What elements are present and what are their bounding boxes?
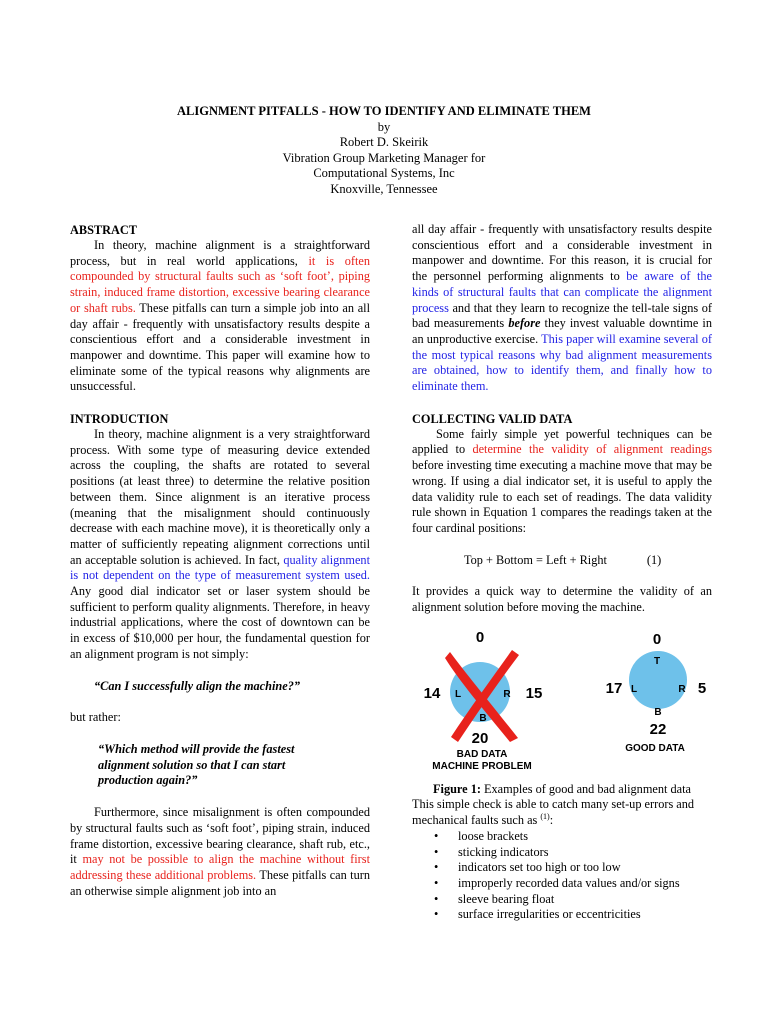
figure-1-caption [412, 782, 712, 798]
collecting-paragraph-1 [412, 427, 712, 537]
good-top-value: 0 [652, 630, 662, 648]
bad-left-letter: L [454, 688, 462, 700]
good-data-label: GOOD DATA [625, 742, 685, 754]
intro-text-4-cont: all day affair - frequently with unsatisfactory results despite conscientious effort and a considerable investment in manpower and downtime. For this reason, it is crucial for the personnel performing alignments to [412, 222, 712, 284]
intro-highlight-2: may not be possible to align the machine without first addressing these additional problems. [70, 852, 370, 882]
intro-heading: INTRODUCTION [70, 412, 169, 427]
intro-highlight-3: be aware of the kinds of structural faults that can complicate the alignment process [412, 269, 712, 315]
equation-1 [412, 553, 712, 569]
author-name: Robert D. Skeirik [339, 135, 429, 149]
author-position: Vibration Group Marketing Manager for [282, 150, 486, 165]
fault-list-item: • indicators set too high or too low [412, 860, 712, 876]
equation-text: Top + Bottom = Left + Right [464, 552, 607, 567]
good-left-value: 17 [605, 679, 623, 697]
machine-problem-label: MACHINE PROBLEM [432, 760, 532, 772]
intro-text-4: These pitfalls can turn an otherwise simple alignment job into an [70, 867, 370, 898]
abstract-text-1: In theory, machine alignment is a straightforward process, but in real world applications, [70, 238, 370, 268]
good-right-letter: R [678, 683, 686, 695]
figure-1 [412, 630, 712, 778]
intro-text-2: Any good dial indicator set or laser system should be sufficient to perform quality alignments. Therefore, in heavy industrial applications, where the cost of downtown can be in excess of $10,000 per hour, the fundamental question for an alignment program is not simply: [70, 584, 370, 661]
but-rather: but rather: [70, 710, 121, 725]
intro-paragraph-1 [70, 427, 370, 663]
good-top-letter: T [653, 655, 661, 667]
left-column [70, 222, 370, 899]
paper-header [0, 104, 768, 197]
intro-paragraph-2-continued [412, 222, 712, 395]
quote-1: “Can I successfully align the machine?” [94, 678, 300, 693]
fault-list-item: • improperly recorded data values and/or signs [412, 876, 712, 892]
abstract-heading: ABSTRACT [70, 223, 137, 237]
bad-right-letter: R [503, 688, 511, 700]
collecting-text-1: Some fairly simple yet powerful techniques can be applied to [412, 426, 712, 457]
right-column [412, 222, 712, 923]
check-colon: : [549, 813, 554, 828]
collecting-paragraph-2: It provides a quick way to determine the validity of an alignment solution before moving the machine. [412, 584, 712, 615]
abstract-highlight: it is often compounded by structural faults such as ‘soft foot’, piping strain, induced frame distortion, excessive bearing clearance or shaft rubs. [70, 253, 370, 315]
equation-number: (1) [646, 552, 662, 567]
collecting-highlight: determine the validity of alignment readings [472, 442, 712, 457]
intro-text-6: they invest valuable downtime in an unproductive exercise. [412, 316, 712, 346]
intro-highlight-1: quality alignment is not dependent on the type of measurement system used. [70, 552, 370, 583]
fault-list [412, 829, 712, 923]
bad-bottom-letter: B [479, 712, 487, 724]
intro-emphasis-before: before [508, 316, 541, 331]
bad-right-value: 15 [525, 684, 543, 702]
fault-list-item: • surface irregularities or eccentricities [412, 907, 712, 923]
author-location: Knoxville, Tennessee [330, 181, 438, 196]
intro-paragraph-2 [70, 805, 370, 899]
collecting-text-2: before investing time executing a machine move that may be wrong. If using a dial indicator set, it is useful to apply the data validity rule to each set of readings. The data validity rule shown in Equation 1 compares the readings taken at the four cardinal positions: [412, 458, 712, 535]
abstract-paragraph [70, 238, 370, 395]
figure-1-caption-text: Examples of good and bad alignment data [480, 781, 691, 796]
good-right-value: 5 [697, 679, 707, 697]
by-line: by [377, 119, 391, 134]
intro-text-5: and that they learn to recognize the tell-tale signs of bad measurements [412, 300, 712, 331]
author-company: Computational Systems, Inc [313, 166, 455, 180]
good-bottom-value: 22 [649, 720, 667, 738]
intro-text-3: Furthermore, since misalignment is often compounded by structural faults such as ‘soft foot’, piping strain, induced frame distortion, excessive bearing clearance, shaft rub, etc., it [70, 805, 370, 867]
bad-bottom-value: 20 [471, 729, 489, 747]
good-left-letter: L [630, 683, 638, 695]
check-text: This simple check is able to catch many set-up errors and mechanical faults such as [412, 797, 695, 828]
good-bottom-letter: B [654, 706, 662, 718]
bad-data-label: BAD DATA [456, 748, 508, 760]
check-paragraph [412, 797, 712, 828]
intro-highlight-4: This paper will examine several of the most typical reasons why bad alignment measurements are obtained, how to identify them, and finally how to eliminate them. [412, 331, 713, 394]
quote-2: “Which method will provide the fastest alignment solution so that I can start production again?” [98, 741, 295, 788]
fault-list-item: • sticking indicators [412, 845, 712, 861]
figure-1-diagram [412, 630, 712, 778]
figure-1-caption-label: Figure 1: [433, 781, 481, 796]
paper-title: ALIGNMENT PITFALLS - HOW TO IDENTIFY AND ELIMINATE THEM [177, 104, 591, 118]
collecting-heading: COLLECTING VALID DATA [412, 411, 573, 426]
abstract-text-2: These pitfalls can turn a simple job into an all day affair - frequently with unsatisfactory results despite a conscientious effort and a considerable investment in manpower and downtime. This paper will examine how to eliminate some of the typical reasons why alignments are unsuccessful. [70, 300, 370, 394]
check-reference: (1) [540, 812, 550, 822]
bad-top-value: 0 [475, 629, 485, 646]
fault-list-item: • sleeve bearing float [412, 892, 712, 908]
bad-left-value: 14 [423, 684, 441, 702]
fault-list-item: • loose brackets [412, 829, 712, 845]
intro-text-1: In theory, machine alignment is a very straightforward process. With some type of measuring device extended across the coupling, the shafts are rotated to several positions (at least three) to determine the relative position between them. Since alignment is an iterative process (meaning that the misalignment should continuously decrease with each machine move), it is theoretically only a matter of sufficiently repeating alignment corrections until an acceptable solution is achieved. In fact, [70, 427, 370, 567]
